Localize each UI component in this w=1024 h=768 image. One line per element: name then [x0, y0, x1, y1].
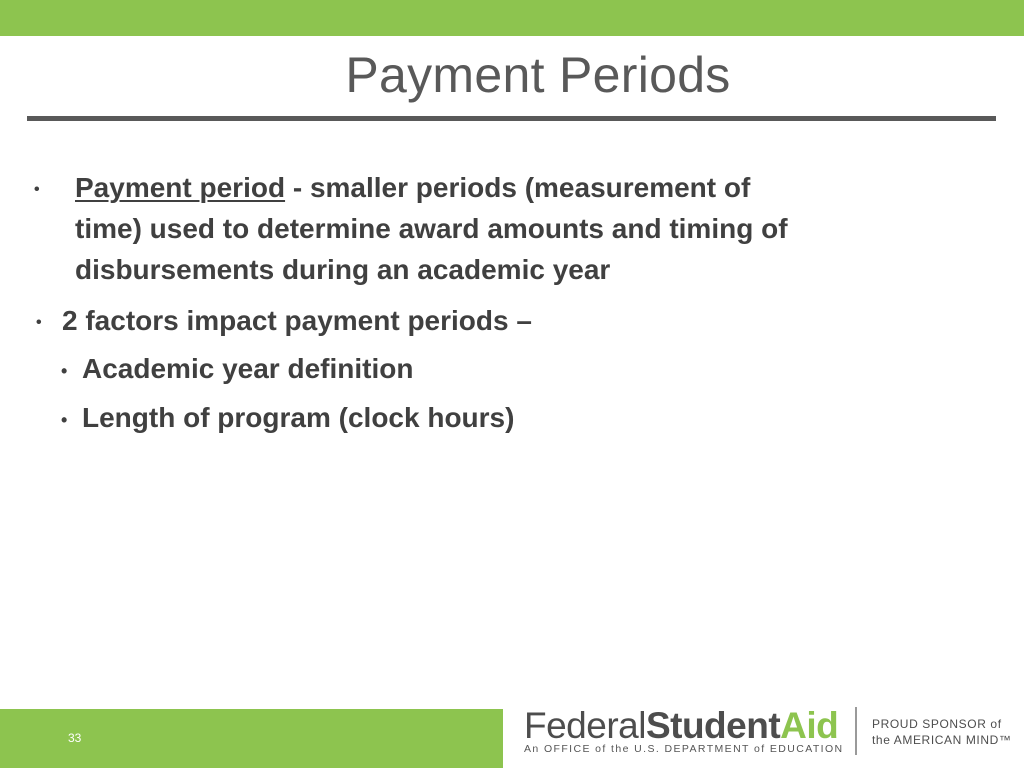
sub-bullet-marker: • [61, 410, 68, 430]
logo-wordmark [524, 706, 838, 746]
bullet-marker: • [36, 314, 42, 331]
bullet-1-line-1 [75, 172, 750, 204]
bullet-1-line-3: disbursements during an academic year [75, 254, 611, 285]
logo-divider [855, 707, 857, 755]
payment-period-term: Payment period [75, 172, 286, 203]
logo-federal: Federal [524, 705, 646, 746]
sub-bullet-academic-year: Academic year definition [82, 353, 414, 384]
bullet-2-text: 2 factors impact payment periods – [62, 305, 532, 336]
sub-bullet-program-length: Length of program (clock hours) [82, 402, 515, 433]
slide-title: Payment Periods [345, 47, 731, 103]
sub-bullet-marker: • [61, 361, 68, 381]
logo-subtitle: An OFFICE of the U.S. DEPARTMENT of EDUCATION [524, 743, 844, 755]
page-number: 33 [68, 731, 82, 745]
bullet-1-definition-start: - smaller periods (measurement of [285, 172, 751, 203]
bullet-1-line-2: time) used to determine award amounts and timing of [75, 213, 788, 244]
logo-aid: Aid [780, 705, 839, 746]
sponsor-line-2: the AMERICAN MIND™ [872, 733, 1012, 747]
logo-student: Student [645, 705, 781, 746]
bullet-marker: • [34, 181, 40, 198]
sponsor-tagline [872, 716, 1012, 748]
federal-student-aid-logo [524, 706, 854, 758]
sponsor-line-1: PROUD SPONSOR of [872, 717, 1002, 731]
